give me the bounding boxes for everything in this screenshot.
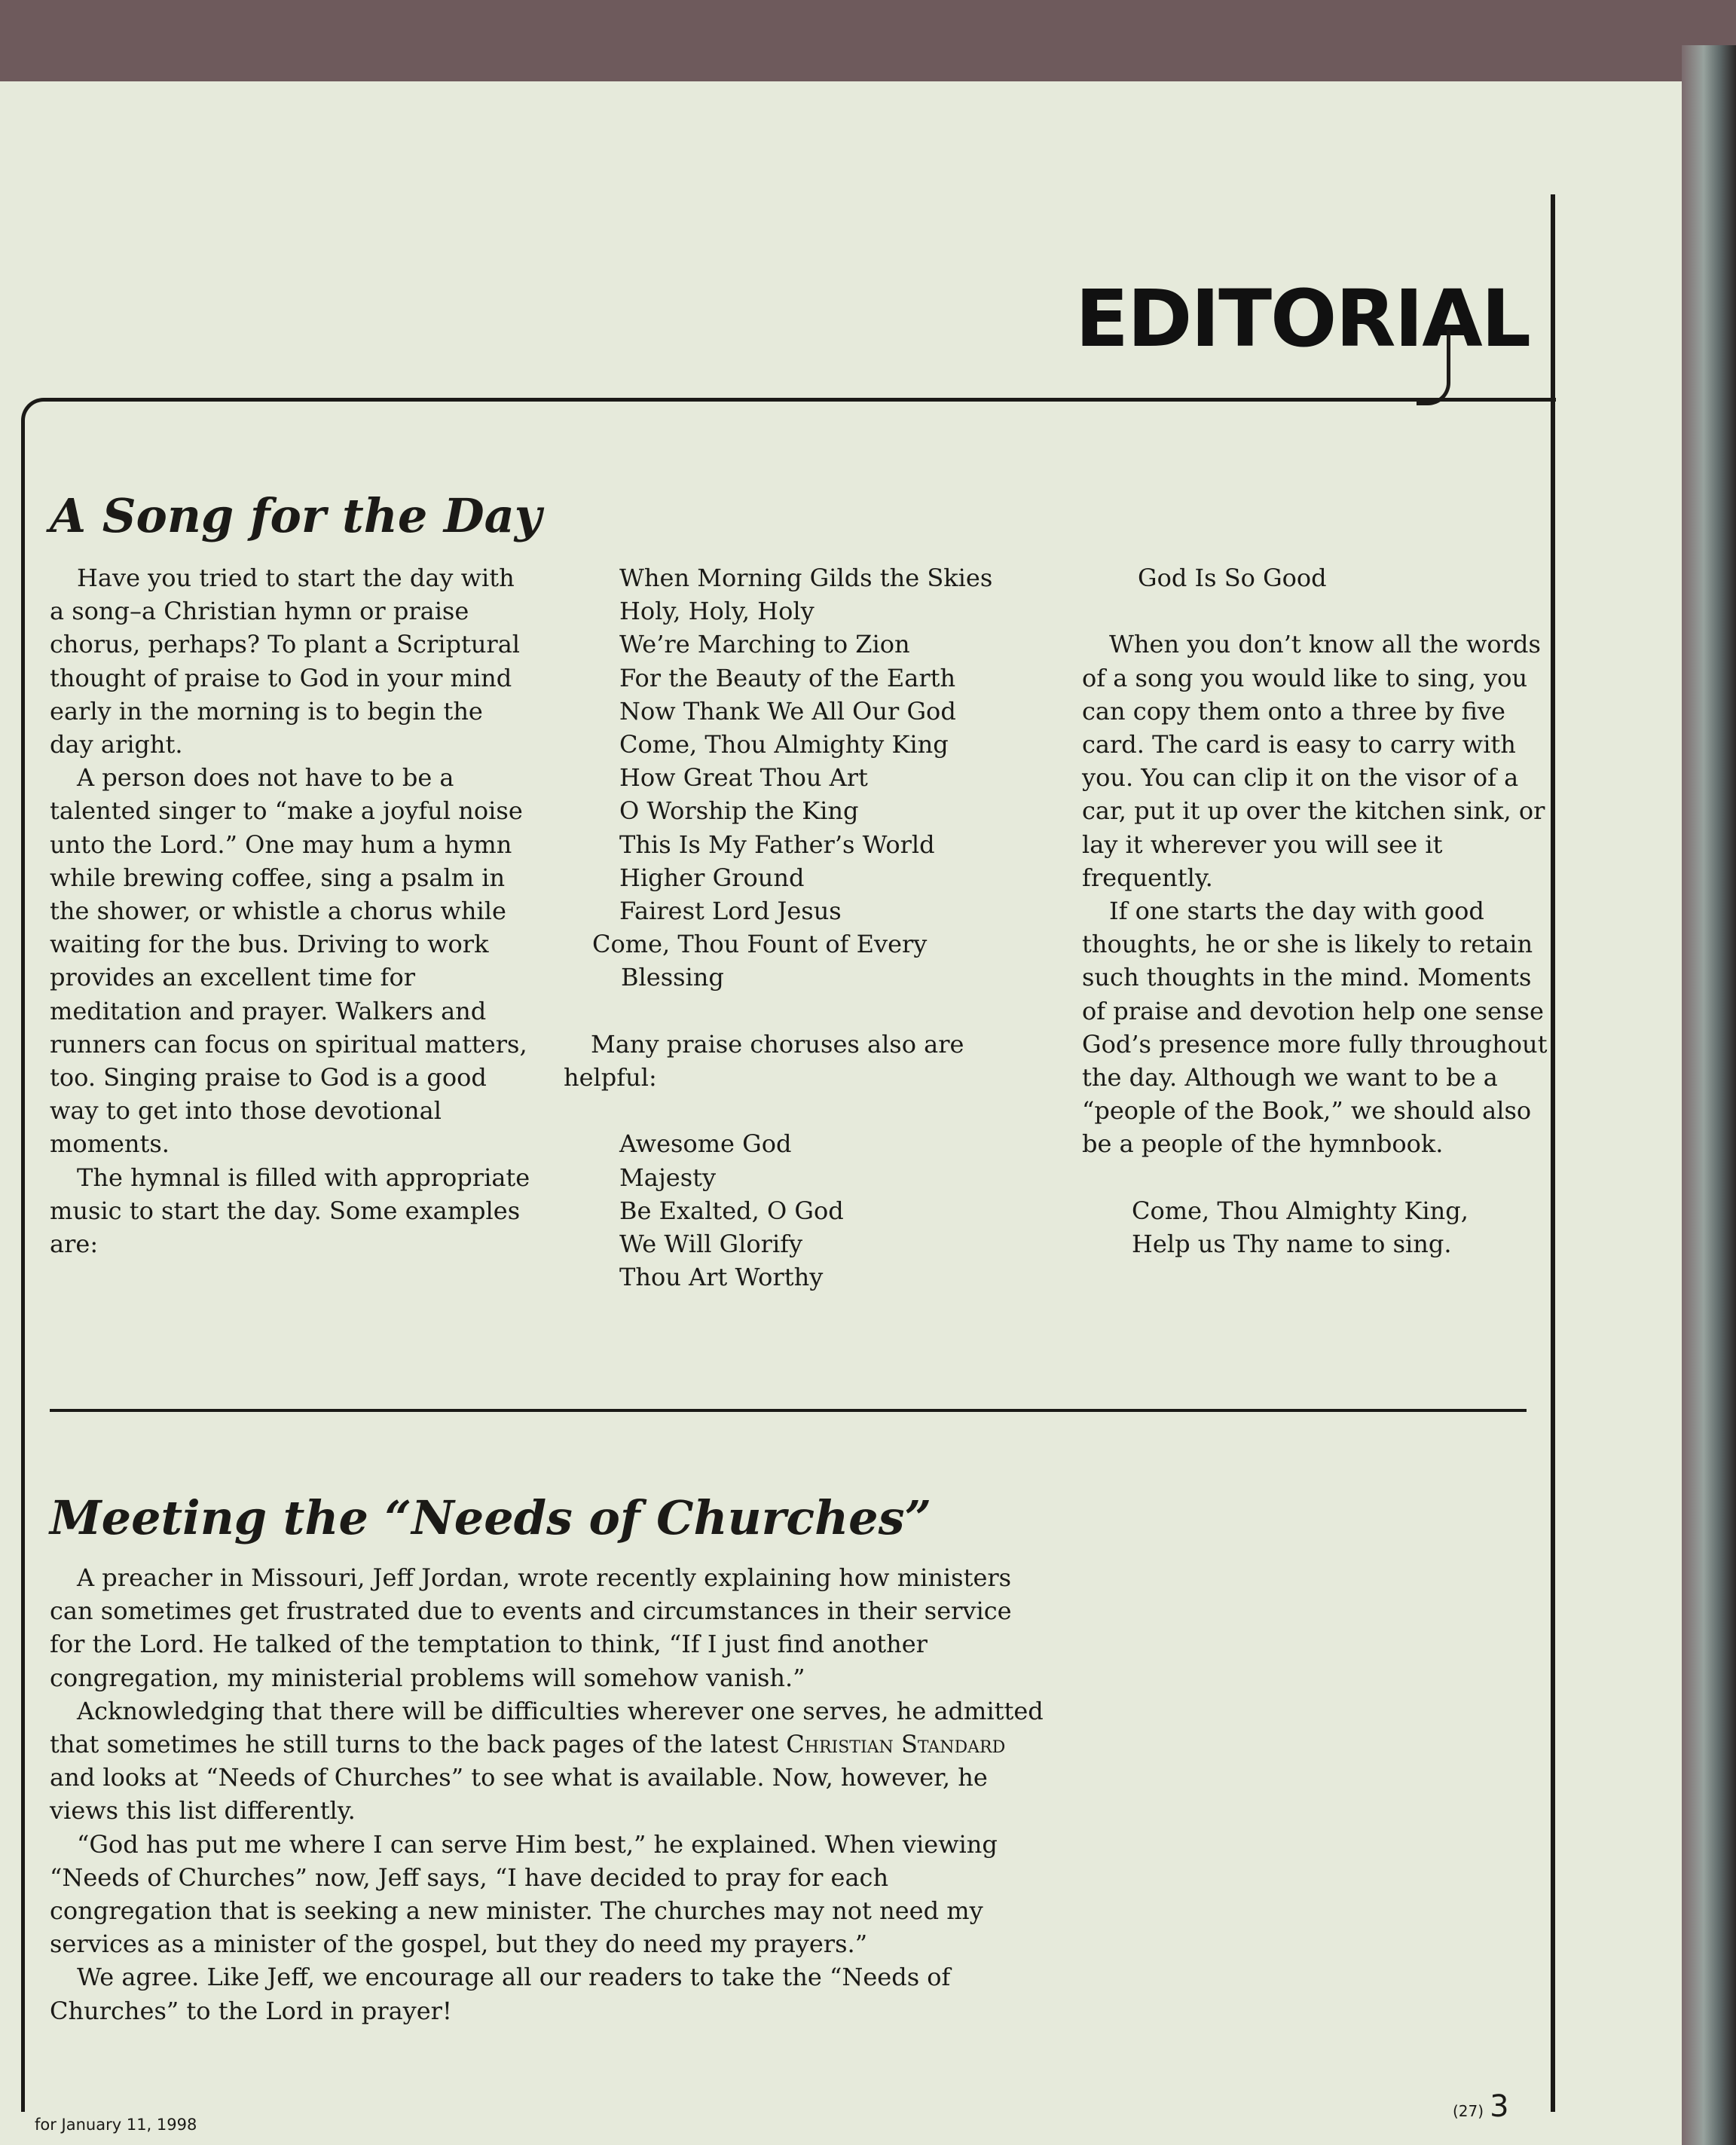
chorus-title: Awesome God: [619, 1129, 792, 1159]
closing-verse-line: Come, Thou Almighty King,: [1132, 1196, 1469, 1225]
magazine-page: [0, 81, 1682, 2145]
page-number-value: 3: [1490, 2089, 1509, 2124]
article-body: [50, 1561, 1052, 2027]
article-headline: A Song for the Day: [50, 488, 542, 543]
chorus-title: Be Exalted, O God: [619, 1196, 844, 1225]
chorus-title: Thou Art Worthy: [619, 1263, 824, 1292]
hymn-title: We’re Marching to Zion: [619, 630, 910, 659]
magazine-name: Christian Standard: [786, 1730, 1006, 1759]
hymn-title: How Great Thou Art: [619, 763, 868, 793]
hymn-title: Fairest Lord Jesus: [619, 897, 842, 926]
masthead-hook-rule: [1417, 330, 1450, 405]
paragraph: If one starts the day with good thoughts, he or she is likely to retain such thoughts in the mind. Moments of praise and devotion help one sense God’s presence more fully throughout the day. Although we want to be a “people of the Book,” we should also be a people of the hymnbook.: [1082, 897, 1548, 1159]
paragraph: The hymnal is filled with appropriate music to start the day. Some examples are:: [50, 1163, 530, 1259]
hymn-title: For the Beauty of the Earth: [619, 663, 956, 692]
chorus-title: We Will Glorify: [619, 1230, 803, 1259]
issue-date: for January 11, 1998: [35, 2116, 197, 2134]
page-number: [1453, 2089, 1509, 2124]
hymn-title: Come, Thou Almighty King: [619, 730, 949, 759]
paragraph: Have you tried to start the day with a song–a Christian hymn or praise chorus, perhaps? To plant a Scriptural thought of praise to God in your mind early in the morning is to begin the day aright.: [50, 564, 521, 759]
paragraph: A preacher in Missouri, Jeff Jordan, wrote recently explaining how ministers can sometimes get frustrated due to events and circumstances in their service for the Lord. He talked of the temptation to think, “If I just find another congregation, my ministerial problems will somehow vanish.”: [50, 1563, 1012, 1692]
article-column-2: [564, 561, 1031, 1294]
paragraph: We agree. Like Jeff, we encourage all our readers to take the “Needs of Churches” to the Lord in prayer!: [50, 1963, 951, 2025]
masthead-rule: [45, 398, 1432, 402]
hymn-title: Come, Thou Fount of Every Blessing: [592, 930, 928, 992]
article-headline: Meeting the “Needs of Churches”: [50, 1490, 932, 1545]
chorus-title: God Is So Good: [1138, 564, 1327, 592]
page-stack-edge: [1682, 45, 1736, 2145]
paragraph: A person does not have to be a talented singer to “make a joyful noise unto the Lord.” One may hum a hymn while brewing coffee, sing a psalm in the shower, or whistle a chorus while waiting for the bus. Driving to work provides an excellent time for meditation and prayer. Walkers and runners can focus on spiritual matters, too. Singing praise to God is a good way to get into those devotional moments.: [50, 763, 527, 1159]
article-column-3: [1082, 561, 1549, 1260]
hymn-title: Now Thank We All Our God: [619, 696, 956, 726]
hymn-title: Higher Ground: [619, 863, 805, 892]
article-column-1: [50, 561, 532, 1260]
hymn-title: When Morning Gilds the Skies: [619, 564, 993, 592]
section-masthead: EDITORIAL: [1075, 273, 1530, 365]
section-divider: [50, 1409, 1527, 1412]
paragraph: Acknowledging that there will be difficulties wherever one serves, he admitted that sometimes he still turns to the back pages of the latest Christian Standard and looks at “Needs of Churches” to see what is available. Now, however, he views this list differently.: [50, 1696, 1044, 1826]
sequence-number: (27): [1453, 2102, 1484, 2120]
chorus-title: Majesty: [619, 1163, 717, 1192]
hymn-title: Holy, Holy, Holy: [619, 597, 815, 626]
closing-verse-line: Help us Thy name to sing.: [1132, 1230, 1452, 1259]
paragraph: “God has put me where I can serve Him best,” he explained. When viewing “Needs of Churches” now, Jeff says, “I have decided to pray for each congregation that is seeking a new minister. The churches may not need my services as a minister of the gospel, but they do need my prayers.”: [50, 1829, 998, 1959]
paragraph: When you don’t know all the words of a song you would like to sing, you can copy them onto a three by five card. The card is easy to carry with you. You can clip it on the visor of a car, put it up over the kitchen sink, or lay it wherever you will see it frequently.: [1082, 630, 1545, 892]
hymn-title: O Worship the King: [619, 796, 859, 826]
paragraph: Many praise choruses also are helpful:: [564, 1029, 964, 1092]
hymn-title: This Is My Father’s World: [619, 830, 935, 859]
